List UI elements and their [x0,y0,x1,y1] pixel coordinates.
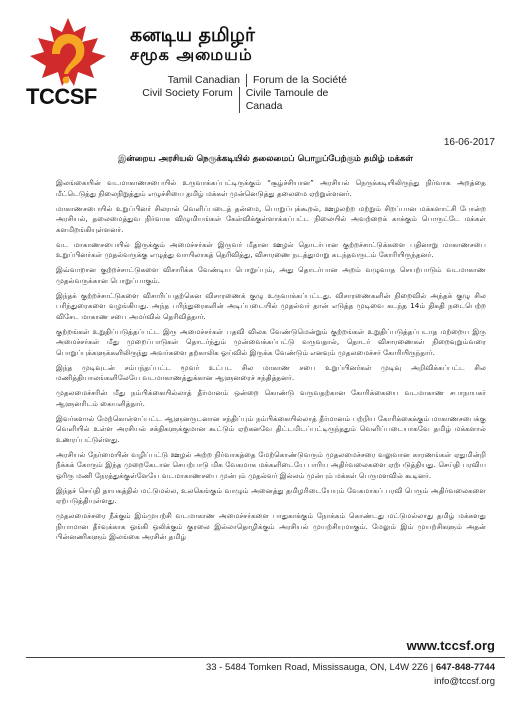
paragraph: இந்த முடிவுடன் சம்பந்தப்பட்ட மூவர் உட்பட சில மாகாண சபை உறுப்பினர்கள் முடிவு அறிவிக்கப்பட்ட சில மணித்தியாலங்களிலேயே வடமாகாணத்துக்கான ஆளுனரைச் சந்தித்தனர். [56,362,486,382]
paragraph: வட மாகாணசபையில் இருக்கும் அமைச்சர்கள் இருவர் மீதான ஊழல் தொடர்பான குற்றச்சாட்டுக்களை பதினாறு மாகாணசபை உறுப்பினர்கள் முதல்வருக்கு எழுத்து வாயிலாகத் தெரிவித்து, விசாரணை நடத்துமாறு கடந்தவருடம் கோரியிருந்தனர். [56,239,486,259]
paragraph: இவர்களால் மேற்கொள்ளப்பட்ட ஆளுனருடனான சந்திப்பும் நம்பிக்கையில்லாத் தீர்மானம் பற்றிய கோரிக்கைக்கும் மாகாணசபைக்கு வெளியில் உள்ள அரசியல் சக்திகளுக்குமான கூட்டும் ஏற்கனவே திட்டமிடப்பட்டிருந்ததும் வெளிப்படையாகவே தமிழ் மக்களால் உணரப்பட்டுள்ளது. [56,413,486,444]
paragraph: இவ்வாறான குற்றச்சாட்டுகளை விசாரிக்க வேண்டிய பொறுப்பும், அது தொடர்பான அறம் வழுவாத செயற்பாடும் வடமாகாண முதல்வருக்கான பொறுப்பாகும். [56,265,486,285]
org-name-fr-line2: Civile Tamoule de Canada [245,87,329,112]
footer-website-link[interactable]: www.tccsf.org [406,638,495,653]
paragraph: குற்றங்கள் உறுதிப்படுத்தப்பட்ட இரு அமைச்சர்கள் பதவி விலக வேண்டுமென்றும் குற்றங்கள் உறுதிப்படுத்தப்படாத மற்றைய இரு அமைச்சர்கள் மீது முறைப்பாடுகள் தொடர்ந்தும் முன்வைக்கப்பட்டு வருவதால், தொடர் விசாரணைகள் நிறைவுறும்வரை பொறுப்புக்களுக்களிலிருந்து அவர்களை தற்காலிக ஓய்வில் இருக்க வேண்டும் எனவும் முதலமைச்சர் கோரியிருந்தார். [56,326,486,357]
org-name-fr-line1: Forum de la Société [253,74,347,86]
org-name-en-line2: Civil Society Forum [130,87,240,113]
org-acronym: TCCSF [26,84,97,109]
paragraph: முதலமைச்சரின் மீது நம்பிக்கையில்லாத் தீர்மானம் ஒன்றை கொண்டு வருவதற்கான கோரிக்கையை வடமாகாண சபாநாயகர் ஆளுனரிடம் கையளித்தார். [56,388,486,408]
footer-address: 33 - 5484 Tomken Road, Mississauga, ON, L4W 2Z6 [205,662,429,673]
footer-separator: | [430,662,436,673]
org-name-tamil-line2: சமூக அமையம் [130,45,253,64]
org-name-tamil-line1: கனடிய தமிழர் [130,24,255,46]
paragraph: இந்தச் செய்தி தாயகத்தில் மட்டுமல்ல, உலகெங்கும் வாழும் அனைத்து தமிழரிடையேயும் வேகமாகப் பரவி பெரும் அதிர்வலைகளை ஏற்படுத்தியுள்ளது. [56,485,486,505]
document-title: இன்றைய அரசியல் நெருக்கடியில் தலைமைப் பொறுப்பேற்கும் தமிழ் மக்கள் [118,154,413,164]
footer-divider [26,657,505,658]
paragraph: மாகாணசபையில் உறுப்பினர் சிலரால் வெளிப்படைத் தன்மை, பொறுப்புக்கூறல், ஊழலற்ற மற்றும் சிறப்பான மக்களாட்சி போன்ற அரசியல், தலைமைத்துவ நிர்வாக விழுமியங்கள் கேள்விக்குள்ளாக்கப்பட்ட நிலையில் அவற்றைக் காக்கும் பொருட்டே மக்கள் களமிறங்கியுள்ளனர். [56,203,486,234]
org-name-en-line1: Tamil Canadian [130,74,247,87]
paragraph: முதலமைச்சரை நீக்கும் இம்முயற்சி வடமாகாண அமைச்சர்களை பாதுகாக்கும் நோக்கம் கொண்டது மட்டுமல்லாது தமிழ் மக்களது நியாமான தீர்வுக்காக ஓங்கி ஒலிக்கும் குரலை இல்லாதொழிக்கும் அரசியல் முயற்சியுமாகும். மேலும் இம் முயற்சிகளும் அதன் பின்னணிகளும் இலங்கை அரசின் தமிழ் [56,511,486,541]
document-date: 16-06-2017 [443,137,495,148]
letterhead [20,12,347,112]
paragraph: இலங்கையின் வடமாகாணசபையில் உருவாக்கப்பட்டிருக்கும் “சூழ்ச்சியான” அரசியல் நெருக்கடியிலிருந்து நிர்வாக அறத்தை மீட்டெடுத்து நிலைநிறுத்தும் எழுச்சியை தமிழ் மக்கள் முன்னெடுத்து தலைமை ஏற்றுள்ளனர். [56,178,486,198]
footer-contact [206,662,495,673]
org-name-bilingual [130,74,360,113]
footer-phone: 647-848-7744 [435,662,495,673]
paragraph: இந்தக் குற்றச்சாட்டுகளை விசாரிப்பதற்கென விசாரணைக் குழு உருவாக்கப்பட்டது. விசாரணைகளின் நிறைவில் அந்தக் குழு சில பரிந்துரைகளை வழங்கியது. அந்த பரிந்துரைகளின் அடிப்படையில் முதல்வர் தான் எடுத்த முடிவை கடந்த 14ம் திகதி நடைபெற்ற விசேட மாகாண சபை அமர்வில் தெரிவித்தார். [56,290,486,321]
document-body [56,178,486,547]
paragraph: அரசியல் நேர்மையின் வழிப்பட்டு ஊழல் அற்ற நிர்வாகத்தை மேற்கொண்டுவரும் முதலமைச்சரை வலுவான காரணங்கள் ஏதுமின்றி நீக்கக் கோரும் இந்த முறைகேடான செயற்பாடு மிக வேகமாக மக்களிடையே பாரிய அதிர்வலைகளை ஏற்படுத்தியது. செய்தி பரவிய ஓரிரு மணி நேரத்துக்குள்ளேயே வடமாகாணசபை முன்பும் முதல்வர் இல்லம் முன்பும் மக்கள் பெருமளவில் கூடினர். [56,449,486,480]
footer-email-link[interactable]: info@tccsf.org [434,676,495,687]
